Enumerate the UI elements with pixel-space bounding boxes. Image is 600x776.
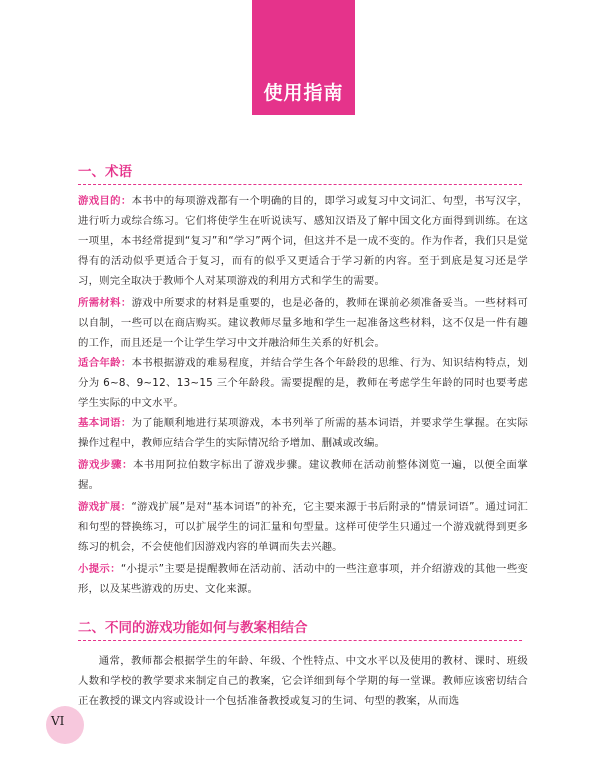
term-label: 游戏目的： [78, 195, 132, 207]
term-label: 所需材料： [78, 297, 132, 309]
section-divider [78, 184, 522, 186]
term-description: 本书根据游戏的难易程度，并结合学生各个年龄段的思维、行为、知识结构特点，划分为 6~8、9~12、13~15 三个年龄段。需要提醒的是，教师在考虑学生年龄的同时也要考虑学生实际的中文水平。 [78, 357, 528, 409]
page-title: 使用指南 [263, 82, 344, 104]
term-label: 游戏扩展： [78, 501, 132, 513]
entry-age [78, 353, 528, 413]
term-description: 为了能顺利地进行某项游戏，本书列举了所需的基本词语，并要求学生掌握。在实际操作过程中，教师应结合学生的实际情况给予增加、删减或改编。 [78, 417, 528, 449]
section-heading-terms: 一、术语 [78, 164, 132, 180]
lesson-plan-paragraph: 通常，教师都会根据学生的年龄、年级、个性特点、中文水平以及使用的教材、课时、班级人数和学校的教学要求来制定自己的教案，它会详细到每个学期的每一堂课。教师应该密切结合正在教授的课文内容或设计一个包括准备教授或复习的生词、句型的教案，从而选 [78, 655, 528, 707]
section-divider [78, 640, 522, 642]
section-heading-lesson-plans: 二、不同的游戏功能如何与教案相结合 [78, 620, 308, 636]
term-description: 游戏中所要求的材料是重要的，也是必备的，教师在课前必须准备妥当。一些材料可以自制，一些可以在商店购买。建议教师尽量多地和学生一起准备这些材料，这不仅是一件有趣的工作，而且还是一个让学生学习中文并融洽师生关系的好机会。 [78, 297, 528, 349]
entry-game-extension [78, 497, 528, 557]
term-label: 基本词语： [78, 417, 132, 429]
entry-basic-words [78, 413, 528, 453]
term-label: 适合年龄： [78, 357, 132, 369]
page-number: VI [51, 714, 65, 728]
entry-tips [78, 559, 528, 599]
term-label: 游戏步骤： [78, 459, 133, 471]
entry-materials [78, 293, 528, 353]
entry-game-steps [78, 455, 528, 495]
term-label: 小提示： [78, 563, 121, 575]
term-description: “游戏扩展”是对“基本词语”的补充，它主要来源于书后附录的“情景词语”。通过词汇和句型的替换练习，可以扩展学生的词汇量和句型量。这样可使学生只通过一个游戏就得到更多练习的机会，不会使他们因游戏内容的单调而失去兴趣。 [78, 501, 529, 553]
term-description: 本书用阿拉伯数字标出了游戏步骤。建议教师在活动前整体浏览一遍，以便全面掌握。 [78, 459, 529, 491]
entry-game-purpose [78, 191, 528, 291]
term-description: 本书中的每项游戏都有一个明确的目的，即学习或复习中文词汇、句型，书写汉字，进行听力或综合练习。它们将使学生在听说读写、感知汉语及了解中国文化方面得到训练。在这一项里，本书经常提到“复习”和“学习”两个词，但这并不是一成不变的。作为作者，我们只是觉得有的活动似乎更适合于复习，而有的似乎又更适合于学习新的内容。至于到底是复习还是学习，则完全取决于教师个人对某项游戏的利用方式和学生的需要。 [78, 195, 528, 287]
term-description: “小提示”主要是提醒教师在活动前、活动中的一些注意事项，并介绍游戏的其他一些变形，以及某些游戏的历史、文化来源。 [78, 563, 528, 595]
